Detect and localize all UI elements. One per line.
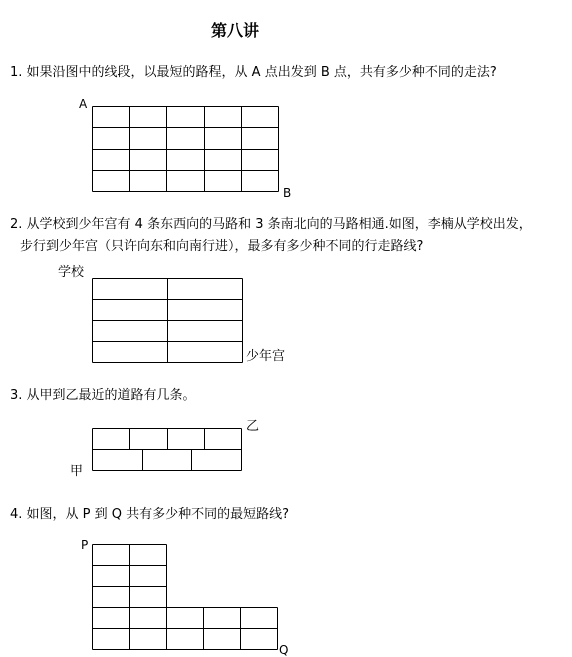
point-q-label: Q xyxy=(279,643,289,657)
yi-label: 乙 xyxy=(246,419,260,434)
youth-palace-label: 少年宫 xyxy=(246,349,286,364)
jia-label: 甲 xyxy=(70,464,84,479)
question-text: 如果沿图中的线段，以最短的路程，从 A 点出发到 B 点，共有多少种不同的走法? xyxy=(26,65,497,80)
point-a-label: A xyxy=(79,97,88,111)
question-text-line-1: 从学校到少年宫有 4 条东西向的马路和 3 条南北向的马路相通.如图，李楠从学校出发， xyxy=(26,217,532,232)
point-p-label: P xyxy=(81,538,89,552)
question-text-line-2: 步行到少年宫（只许向东和向南行进），最多有多少种不同的行走路线? xyxy=(20,239,424,254)
question-text: 如图，从 P 到 Q 共有多少种不同的最短路线? xyxy=(26,507,290,522)
question-number: 4. xyxy=(10,507,23,522)
school-label: 学校 xyxy=(58,265,85,280)
point-b-label: B xyxy=(283,186,292,200)
question-number: 1. xyxy=(10,65,23,80)
question-number: 2. xyxy=(10,217,23,232)
lecture-title: 第八讲 xyxy=(210,21,259,40)
question-text: 从甲到乙最近的道路有几条。 xyxy=(26,388,196,403)
question-number: 3. xyxy=(10,388,23,403)
